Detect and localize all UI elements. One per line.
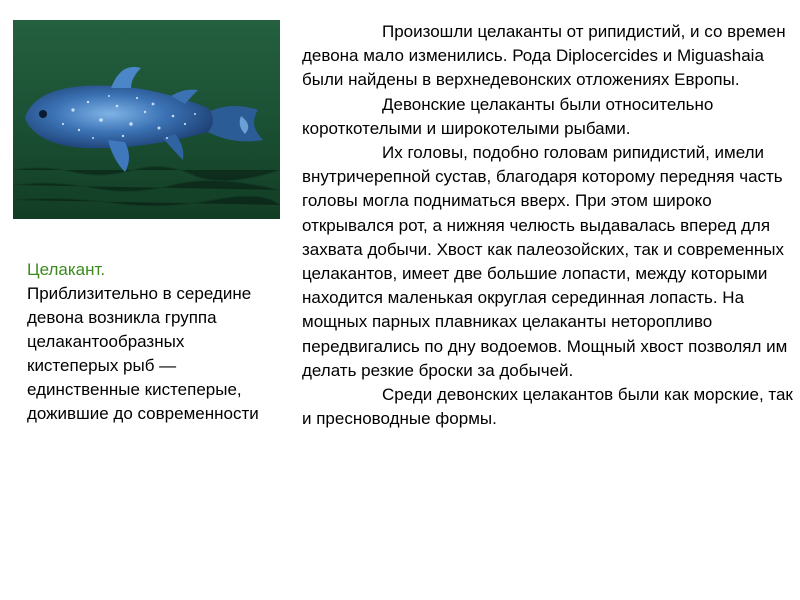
caption-text: Приблизительно в середине девона возникла группа целакантообразных кистеперых рыб — единственные кистеперые, дожившие до современности <box>27 284 259 423</box>
paragraph: Девонские целаканты были относительно короткотелыми и широкотелыми рыбами. <box>302 94 714 138</box>
caption-title: Целакант. <box>27 260 106 279</box>
paragraph: Их головы, подобно головам рипидистий, имели внутричерепной сустав, благодаря которому передняя часть головы могла подниматься вверх. При этом широко открывался рот, а нижняя челюсть выдавалась вперед для захвата добычи. Хвост как палеозойских, так и современных целакантов, имеет две большие лопасти, между которыми находится маленькая округлая серединная лопасть. На мощных парных плавниках целаканты неторопливо передвигались по дну водоемов. Мощный хвост позволял им делать резкие броски за добычей. <box>302 143 788 380</box>
photo-caption <box>27 258 277 426</box>
main-text <box>302 20 794 431</box>
coelacanth-photo <box>13 20 280 219</box>
paragraph: Среди девонских целакантов были как морские, так и пресноводные формы. <box>302 385 793 429</box>
paragraph: Произошли целаканты от рипидистий, и со времен девона мало изменились. Рода Diplocercides и Miguashaia были найдены в верхнедевонских отложениях Европы. <box>302 22 786 90</box>
coelacanth-image <box>13 20 280 219</box>
